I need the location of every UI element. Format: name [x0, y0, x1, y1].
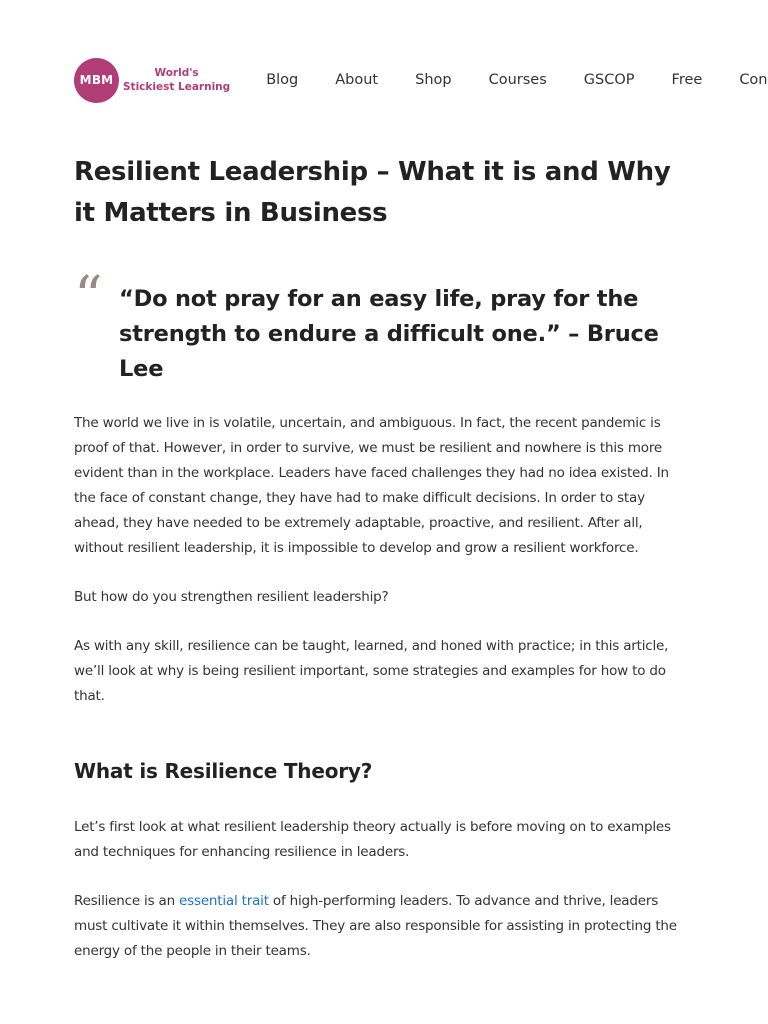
nav-item-blog[interactable]: Blog	[266, 72, 299, 88]
article	[74, 152, 694, 964]
paragraph-text-before-link: Resilience is an	[74, 893, 180, 909]
paragraph-question: But how do you strengthen resilient leadership?	[74, 589, 389, 605]
essential-trait-link[interactable]: essential trait	[179, 893, 269, 909]
nav-item-gscop[interactable]: GSCOP	[583, 72, 635, 88]
nav-item-about[interactable]: About	[335, 72, 379, 88]
paragraph-intro: The world we live in is volatile, uncertain, and ambiguous. In fact, the recent pandemic is proof of that. However, in order to survive, we must be resilient and nowhere is this more evident than in the workplace. Leaders have faced challenges they had no idea existed. In the face of constant change, they have had to make difficult decisions. In order to stay ahead, they have needed to be extremely adaptable, proactive, and resilient. After all, without resilient leadership, it is impossible to develop and grow a resilient workforce.	[74, 415, 669, 556]
logo-tagline-line1: World's	[154, 67, 199, 79]
pull-quote	[74, 265, 694, 387]
site-logo[interactable]	[74, 58, 230, 103]
paragraph-overview: As with any skill, resilience can be taught, learned, and honed with practice; in this article, we’ll look at why is being resilient important, some strategies and examples for how to do that.	[74, 638, 669, 704]
page-title: Resilient Leadership – What it is and Why it Matters in Business	[74, 157, 671, 228]
quote-text: “Do not pray for an easy life, pray for the strength to endure a difficult one.” – Bruce Lee	[119, 286, 659, 382]
paragraph-theory-intro: Let’s first look at what resilient leadership theory actually is before moving on to examples and techniques for enhancing resilience in leaders.	[74, 819, 671, 860]
section-heading: What is Resilience Theory?	[74, 759, 373, 783]
logo-tagline-line2: Stickiest Learning	[123, 81, 231, 93]
nav-item-courses[interactable]: Courses	[488, 72, 547, 88]
site-header	[74, 52, 768, 108]
logo-tagline	[123, 66, 230, 94]
main-nav	[266, 72, 768, 88]
nav-item-shop[interactable]: Shop	[415, 72, 452, 88]
nav-item-contact[interactable]: Con	[739, 72, 768, 88]
nav-item-free[interactable]: Free	[671, 72, 703, 88]
paragraph-resilience-trait	[74, 889, 694, 964]
logo-badge: MBM	[74, 58, 119, 103]
quote-mark-icon: “	[74, 265, 103, 330]
paragraph-text-after-link: of high-performing leaders. To advance and thrive, leaders must cultivate it within themselves. They are also responsible for assisting in protecting the energy of the people in their teams.	[74, 893, 677, 959]
